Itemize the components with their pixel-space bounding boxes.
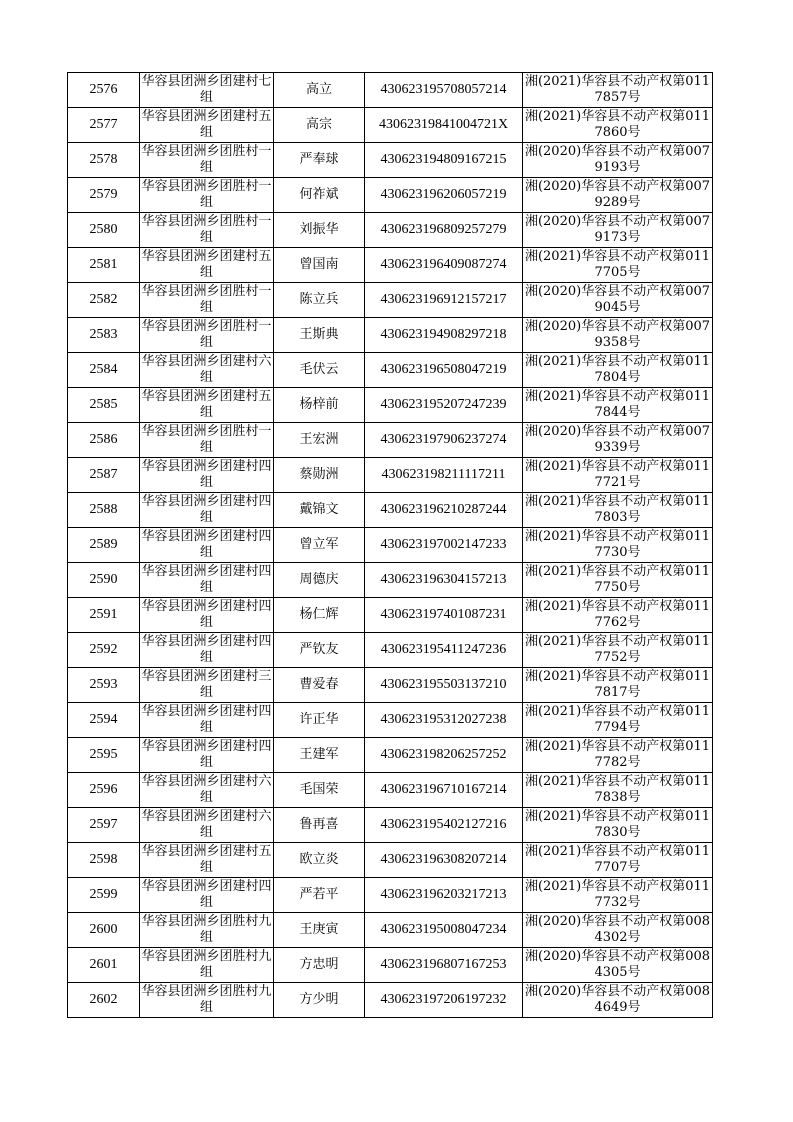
id-number-cell: 430623196304157213 [365,563,523,598]
id-number-cell: 430623194908297218 [365,318,523,353]
certificate-number-cell: 湘(2021)华容县不动产权第0117838号 [523,773,713,808]
id-number-cell: 430623195708057214 [365,73,523,108]
serial-number-cell: 2576 [68,73,140,108]
id-number-cell: 430623195207247239 [365,388,523,423]
address-cell: 华容县团洲乡团建村四组 [140,528,274,563]
serial-number-cell: 2598 [68,843,140,878]
address-cell: 华容县团洲乡团建村四组 [140,738,274,773]
address-cell: 华容县团洲乡团胜村九组 [140,948,274,983]
owner-name-cell: 曾国南 [274,248,365,283]
owner-name-cell: 高宗 [274,108,365,143]
table-row [68,983,713,1018]
owner-name-cell: 王建军 [274,738,365,773]
serial-number-cell: 2589 [68,528,140,563]
table-row [68,283,713,318]
id-number-cell: 430623196409087274 [365,248,523,283]
id-number-cell: 430623197206197232 [365,983,523,1018]
certificate-number-cell: 湘(2021)华容县不动产权第0117803号 [523,493,713,528]
address-cell: 华容县团洲乡团胜村一组 [140,283,274,318]
certificate-number-cell: 湘(2020)华容县不动产权第0084305号 [523,948,713,983]
serial-number-cell: 2581 [68,248,140,283]
serial-number-cell: 2599 [68,878,140,913]
table-row [68,598,713,633]
certificate-number-cell: 湘(2021)华容县不动产权第0117730号 [523,528,713,563]
serial-number-cell: 2579 [68,178,140,213]
address-cell: 华容县团洲乡团建村四组 [140,598,274,633]
table-row [68,773,713,808]
certificate-number-cell: 湘(2021)华容县不动产权第0117830号 [523,808,713,843]
id-number-cell: 430623197906237274 [365,423,523,458]
certificate-number-cell: 湘(2021)华容县不动产权第0117750号 [523,563,713,598]
id-number-cell: 430623196912157217 [365,283,523,318]
owner-name-cell: 方少明 [274,983,365,1018]
address-cell: 华容县团洲乡团胜村一组 [140,318,274,353]
address-cell: 华容县团洲乡团胜村一组 [140,178,274,213]
serial-number-cell: 2580 [68,213,140,248]
serial-number-cell: 2587 [68,458,140,493]
serial-number-cell: 2584 [68,353,140,388]
table-row [68,493,713,528]
owner-name-cell: 杨仁辉 [274,598,365,633]
serial-number-cell: 2590 [68,563,140,598]
id-number-cell: 430623196210287244 [365,493,523,528]
table-row [68,913,713,948]
owner-name-cell: 鲁再喜 [274,808,365,843]
owner-name-cell: 欧立炎 [274,843,365,878]
id-number-cell: 430623197002147233 [365,528,523,563]
table-row [68,563,713,598]
address-cell: 华容县团洲乡团建村四组 [140,493,274,528]
owner-name-cell: 刘振华 [274,213,365,248]
owner-name-cell: 杨梓前 [274,388,365,423]
id-number-cell: 430623198206257252 [365,738,523,773]
owner-name-cell: 严奉球 [274,143,365,178]
certificate-number-cell: 湘(2021)华容县不动产权第0117705号 [523,248,713,283]
serial-number-cell: 2578 [68,143,140,178]
table-row [68,703,713,738]
certificate-number-cell: 湘(2021)华容县不动产权第0117721号 [523,458,713,493]
owner-name-cell: 毛国荣 [274,773,365,808]
owner-name-cell: 陈立兵 [274,283,365,318]
certificate-number-cell: 湘(2020)华容县不动产权第0079358号 [523,318,713,353]
registry-table [67,72,713,1018]
owner-name-cell: 高立 [274,73,365,108]
address-cell: 华容县团洲乡团建村六组 [140,353,274,388]
id-number-cell: 430623194809167215 [365,143,523,178]
id-number-cell: 430623196203217213 [365,878,523,913]
address-cell: 华容县团洲乡团建村五组 [140,843,274,878]
certificate-number-cell: 湘(2021)华容县不动产权第0117752号 [523,633,713,668]
id-number-cell: 430623195503137210 [365,668,523,703]
owner-name-cell: 王宏洲 [274,423,365,458]
serial-number-cell: 2602 [68,983,140,1018]
id-number-cell: 430623198211117211 [365,458,523,493]
id-number-cell: 43062319841004721X [365,108,523,143]
address-cell: 华容县团洲乡团建村六组 [140,808,274,843]
owner-name-cell: 周德庆 [274,563,365,598]
owner-name-cell: 王斯典 [274,318,365,353]
serial-number-cell: 2594 [68,703,140,738]
address-cell: 华容县团洲乡团建村四组 [140,563,274,598]
id-number-cell: 430623196807167253 [365,948,523,983]
serial-number-cell: 2597 [68,808,140,843]
table-row [68,143,713,178]
table-row [68,388,713,423]
certificate-number-cell: 湘(2020)华容县不动产权第0084649号 [523,983,713,1018]
table-row [68,458,713,493]
id-number-cell: 430623196206057219 [365,178,523,213]
table-row [68,108,713,143]
table-row [68,178,713,213]
table-row [68,528,713,563]
owner-name-cell: 王庚寅 [274,913,365,948]
certificate-number-cell: 湘(2020)华容县不动产权第0079045号 [523,283,713,318]
address-cell: 华容县团洲乡团建村四组 [140,878,274,913]
certificate-number-cell: 湘(2021)华容县不动产权第0117857号 [523,73,713,108]
address-cell: 华容县团洲乡团建村五组 [140,248,274,283]
certificate-number-cell: 湘(2021)华容县不动产权第0117844号 [523,388,713,423]
certificate-number-cell: 湘(2021)华容县不动产权第0117804号 [523,353,713,388]
serial-number-cell: 2596 [68,773,140,808]
table-row [68,73,713,108]
owner-name-cell: 毛伏云 [274,353,365,388]
address-cell: 华容县团洲乡团建村三组 [140,668,274,703]
certificate-number-cell: 湘(2021)华容县不动产权第0117732号 [523,878,713,913]
owner-name-cell: 曹爱春 [274,668,365,703]
owner-name-cell: 戴锦文 [274,493,365,528]
id-number-cell: 430623195402127216 [365,808,523,843]
table-row [68,948,713,983]
registry-table-body [68,73,713,1018]
certificate-number-cell: 湘(2021)华容县不动产权第0117762号 [523,598,713,633]
address-cell: 华容县团洲乡团建村四组 [140,703,274,738]
certificate-number-cell: 湘(2020)华容县不动产权第0079193号 [523,143,713,178]
address-cell: 华容县团洲乡团建村四组 [140,458,274,493]
owner-name-cell: 曾立军 [274,528,365,563]
address-cell: 华容县团洲乡团建村六组 [140,773,274,808]
serial-number-cell: 2583 [68,318,140,353]
id-number-cell: 430623195411247236 [365,633,523,668]
certificate-number-cell: 湘(2021)华容县不动产权第0117817号 [523,668,713,703]
table-row [68,213,713,248]
serial-number-cell: 2591 [68,598,140,633]
address-cell: 华容县团洲乡团胜村一组 [140,143,274,178]
certificate-number-cell: 湘(2021)华容县不动产权第0117860号 [523,108,713,143]
serial-number-cell: 2585 [68,388,140,423]
table-row [68,843,713,878]
owner-name-cell: 蔡勋洲 [274,458,365,493]
table-row [68,738,713,773]
certificate-number-cell: 湘(2021)华容县不动产权第0117707号 [523,843,713,878]
serial-number-cell: 2600 [68,913,140,948]
certificate-number-cell: 湘(2020)华容县不动产权第0079289号 [523,178,713,213]
serial-number-cell: 2593 [68,668,140,703]
id-number-cell: 430623195008047234 [365,913,523,948]
id-number-cell: 430623196710167214 [365,773,523,808]
id-number-cell: 430623197401087231 [365,598,523,633]
table-row [68,423,713,458]
table-row [68,353,713,388]
table-row [68,668,713,703]
address-cell: 华容县团洲乡团胜村九组 [140,983,274,1018]
certificate-number-cell: 湘(2020)华容县不动产权第0084302号 [523,913,713,948]
id-number-cell: 430623196508047219 [365,353,523,388]
serial-number-cell: 2582 [68,283,140,318]
address-cell: 华容县团洲乡团胜村一组 [140,213,274,248]
serial-number-cell: 2592 [68,633,140,668]
serial-number-cell: 2595 [68,738,140,773]
address-cell: 华容县团洲乡团胜村九组 [140,913,274,948]
certificate-number-cell: 湘(2021)华容县不动产权第0117782号 [523,738,713,773]
table-row [68,633,713,668]
certificate-number-cell: 湘(2020)华容县不动产权第0079173号 [523,213,713,248]
table-row [68,318,713,353]
table-row [68,878,713,913]
table-row [68,808,713,843]
owner-name-cell: 许正华 [274,703,365,738]
address-cell: 华容县团洲乡团胜村一组 [140,423,274,458]
serial-number-cell: 2586 [68,423,140,458]
table-row [68,248,713,283]
id-number-cell: 430623196809257279 [365,213,523,248]
owner-name-cell: 严若平 [274,878,365,913]
address-cell: 华容县团洲乡团建村五组 [140,388,274,423]
address-cell: 华容县团洲乡团建村七组 [140,73,274,108]
certificate-number-cell: 湘(2020)华容县不动产权第0079339号 [523,423,713,458]
serial-number-cell: 2601 [68,948,140,983]
certificate-number-cell: 湘(2021)华容县不动产权第0117794号 [523,703,713,738]
address-cell: 华容县团洲乡团建村五组 [140,108,274,143]
owner-name-cell: 方忠明 [274,948,365,983]
owner-name-cell: 何祚斌 [274,178,365,213]
serial-number-cell: 2577 [68,108,140,143]
owner-name-cell: 严钦友 [274,633,365,668]
serial-number-cell: 2588 [68,493,140,528]
address-cell: 华容县团洲乡团建村四组 [140,633,274,668]
id-number-cell: 430623196308207214 [365,843,523,878]
id-number-cell: 430623195312027238 [365,703,523,738]
